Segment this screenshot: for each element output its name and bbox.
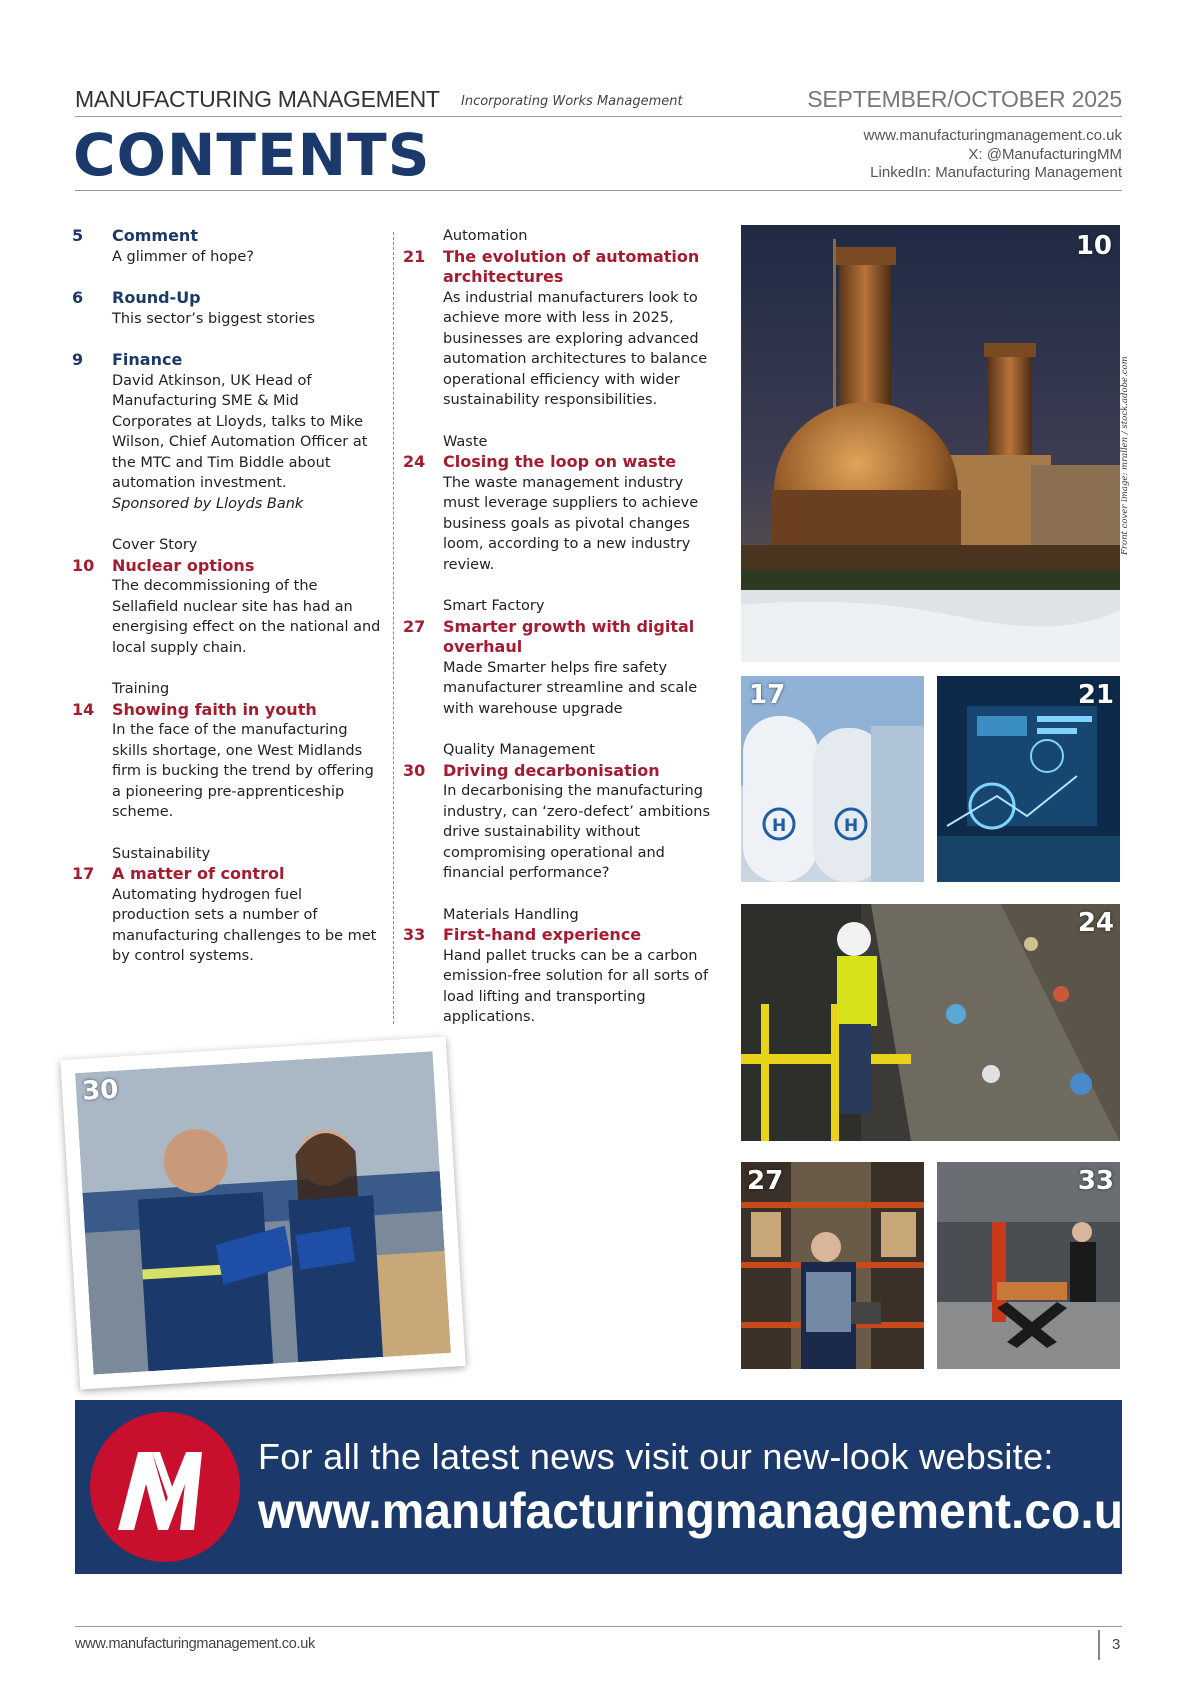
website-link[interactable]: www.manufacturingmanagement.co.uk xyxy=(863,127,1122,144)
entry-category: Sustainability xyxy=(112,845,211,862)
entry-category: Waste xyxy=(443,433,488,450)
warehouse-photo[interactable] xyxy=(741,1162,924,1369)
entry-page-number: 21 xyxy=(403,246,426,266)
entry-title[interactable]: Driving decarbonisation xyxy=(443,760,660,780)
waste-sorting-photo[interactable] xyxy=(741,904,1120,1141)
mm-logo-icon xyxy=(90,1412,240,1562)
entry-category: Automation xyxy=(443,228,528,244)
footer-divider xyxy=(1098,1630,1100,1660)
entry-title[interactable]: First-hand experience xyxy=(443,925,642,944)
contents-entry[interactable] xyxy=(403,226,723,411)
social-links xyxy=(864,127,1122,183)
entry-page-number: 9 xyxy=(72,350,84,369)
entry-category: Materials Handling xyxy=(443,906,579,923)
entry-description: Made Smarter helps fire safety manufacturer streamline and scale with warehouse upgrade xyxy=(443,659,698,717)
entry-page-number: 14 xyxy=(72,699,95,719)
header-rule xyxy=(75,116,1122,117)
page-badge: 21 xyxy=(1077,680,1114,710)
page-badge: 24 xyxy=(1077,908,1114,938)
entry-title[interactable]: A matter of control xyxy=(112,864,285,883)
entry-title[interactable]: Smarter growth with digital overhaul xyxy=(443,616,695,656)
column-divider xyxy=(393,232,394,1024)
contents-entry[interactable] xyxy=(403,740,723,884)
entry-category: Training xyxy=(112,681,170,697)
header-bottom-rule xyxy=(75,190,1122,191)
masthead xyxy=(75,86,1122,114)
entry-page-number: 5 xyxy=(72,226,84,245)
footer-website[interactable]: www.manufacturingmanagement.co.uk xyxy=(75,1636,315,1652)
digital-interface-photo[interactable] xyxy=(937,676,1120,882)
workers-polaroid-photo[interactable] xyxy=(60,1037,465,1390)
entry-title[interactable]: Round-Up xyxy=(112,288,201,307)
magazine-subtitle: Incorporating Works Management xyxy=(461,94,683,109)
entry-title[interactable]: Finance xyxy=(112,350,183,369)
banner-tagline: For all the latest news visit our new-look website: xyxy=(258,1436,1054,1477)
entry-title[interactable]: The evolution of automation architectures xyxy=(443,246,700,286)
magazine-name: MANUFACTURING MANAGEMENT xyxy=(75,86,440,112)
entry-description: The decommissioning of the Sellafield nuclear site has had an energising effect on the national and local supply chain. xyxy=(112,578,381,656)
waste-illustration xyxy=(741,904,1120,1141)
cover-image-credit: Front cover image: mrallen / stock.adobe.com xyxy=(1120,356,1130,555)
entry-description: David Atkinson, UK Head of Manufacturing SME & Mid Corporates at Lloyds, talks to Mike Wilson, Chief Automation Officer at the MTC and Tim Biddle about automation investment. xyxy=(112,372,368,491)
entry-page-number: 10 xyxy=(72,555,95,575)
entry-page-number: 24 xyxy=(403,452,426,471)
svg-text:H: H xyxy=(844,816,859,836)
entry-title[interactable]: Nuclear options xyxy=(112,555,255,575)
page-number: 3 xyxy=(1112,1636,1121,1653)
pallet-truck-photo[interactable] xyxy=(937,1162,1120,1369)
entry-category: Cover Story xyxy=(112,537,198,553)
entry-description: In decarbonising the manufacturing industry, can ‘zero-defect’ ambitions drive sustainability without compromising operational and financial performance? xyxy=(443,783,711,881)
contents-entry[interactable] xyxy=(72,288,382,329)
website-banner[interactable] xyxy=(75,1400,1150,1574)
x-handle-link[interactable]: X: @ManufacturingMM xyxy=(968,145,1122,163)
cover-photo-sellafield[interactable] xyxy=(741,225,1120,662)
page-badge: 27 xyxy=(747,1166,784,1196)
entry-description: In the face of the manufacturing skills shortage, one West Midlands firm is bucking the trend by offering a pioneering pre-apprenticeship scheme. xyxy=(112,722,374,820)
sellafield-illustration xyxy=(741,225,1120,662)
mm-logo xyxy=(90,1412,240,1562)
contents-entry[interactable] xyxy=(403,596,723,719)
entry-page-number: 30 xyxy=(403,760,426,780)
entry-page-number: 33 xyxy=(403,925,426,944)
entry-title[interactable]: Comment xyxy=(112,226,198,245)
entry-page-number: 27 xyxy=(403,616,426,636)
entry-description: Hand pallet trucks can be a carbon emission-free solution for all sorts of load lifting and transporting applications. xyxy=(443,947,709,1025)
issue-date: SEPTEMBER/OCTOBER 2025 xyxy=(807,86,1122,112)
svg-text:H: H xyxy=(772,816,787,836)
entry-description: The waste management industry must leverage suppliers to achieve business goals as pivotal changes loom, according to a new industry review. xyxy=(443,474,699,573)
entry-description: A glimmer of hope? xyxy=(112,248,254,265)
contents-entry[interactable] xyxy=(72,226,382,267)
contents-entry[interactable] xyxy=(403,432,723,576)
entry-title[interactable]: Showing faith in youth xyxy=(112,699,317,719)
contents-middle-column xyxy=(403,226,723,1028)
contents-entry[interactable] xyxy=(72,350,382,514)
entry-description: As industrial manufacturers look to achieve more with less in 2025, businesses are exploring advanced automation architectures to balance operational efficiency with wider sustainability responsibilities. xyxy=(443,289,708,408)
page-badge: 33 xyxy=(1077,1166,1114,1196)
entry-page-number: 17 xyxy=(72,864,95,883)
entry-description: Automating hydrogen fuel production sets a number of manufacturing challenges to be met by control systems. xyxy=(112,886,377,964)
entry-category: Smart Factory xyxy=(443,598,545,614)
page-badge: 17 xyxy=(749,680,786,710)
entry-category: Quality Management xyxy=(443,742,595,758)
entry-sponsor: Sponsored by Lloyds Bank xyxy=(112,495,304,512)
linkedin-link[interactable]: LinkedIn: Manufacturing Management xyxy=(870,164,1122,181)
footer-rule xyxy=(75,1626,1122,1627)
entry-page-number: 6 xyxy=(72,288,84,307)
workers-illustration xyxy=(75,1051,451,1374)
banner-website-link[interactable]: www.manufacturingmanagement.co.uk xyxy=(258,1483,1150,1539)
page-badge: 30 xyxy=(81,1074,120,1107)
page-badge: 10 xyxy=(1075,231,1112,261)
contents-entry[interactable] xyxy=(72,844,382,967)
contents-entry[interactable] xyxy=(72,535,382,658)
entry-title[interactable]: Closing the loop on waste xyxy=(443,452,677,471)
contents-entry[interactable] xyxy=(403,905,723,1028)
entry-description: This sector’s biggest stories xyxy=(112,310,315,327)
hydrogen-tanks-photo[interactable] xyxy=(741,676,924,882)
page-title: CONTENTS xyxy=(73,121,431,189)
contents-left-column xyxy=(72,226,382,967)
contents-entry[interactable] xyxy=(72,679,382,823)
workers-photo-frame xyxy=(75,1051,451,1374)
